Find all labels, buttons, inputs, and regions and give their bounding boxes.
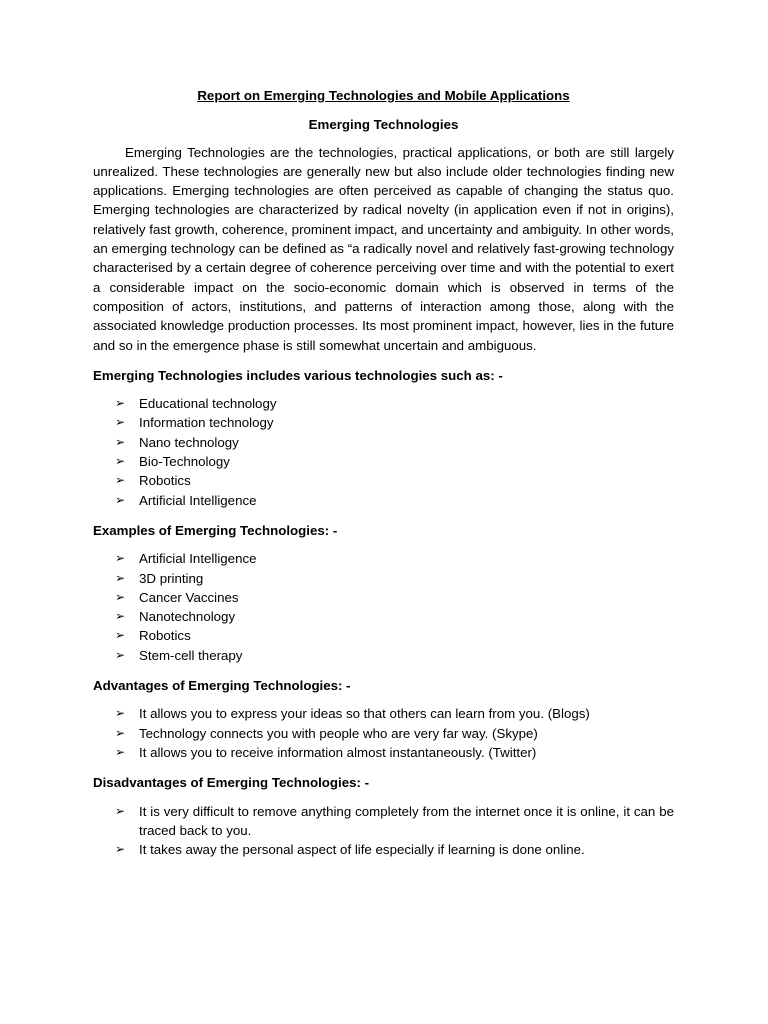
list-item [115, 394, 674, 413]
list-item [115, 626, 674, 645]
arrow-bullet-icon: ➢ [115, 628, 126, 643]
document-title: Report on Emerging Technologies and Mobile Applications [197, 88, 570, 103]
list-item-text: Cancer Vaccines [139, 589, 239, 605]
list-item-text: Artificial Intelligence [139, 551, 257, 567]
arrow-bullet-icon: ➢ [115, 454, 126, 469]
section-title: Emerging Technologies [308, 117, 459, 133]
list-item [115, 743, 674, 762]
intro-paragraph: Emerging Technologies are the technologies, practical applications, or both are still largely unrealized. These technologies are generally new but also include older technologies finding new applications. Emerging technologies are often perceived as capable of changing the status quo. Emerging technologies are characterized by radical novelty (in application even if not in origins), relatively fast growth, coherence, prominent impact, and uncertainty and ambiguity. In other words, an emerging technology can be defined as “a radically novel and relatively fast-growing technology characterised by a certain degree of coherence perceiving over time and with the potential to exert a considerable impact on the socio-economic domain which is observed in terms of the composition of actors, institutions, and patterns of interaction among those, along with the associated knowledge production processes. Its most prominent impact, however, lies in the future and so in the emergence phase is still somewhat uncertain and ambiguous. [93, 144, 674, 353]
list-item-text: It allows you to express your ideas so that others can learn from you. (Blogs) [139, 706, 590, 722]
list-item-text: Educational technology [139, 396, 277, 412]
list-item [115, 840, 674, 859]
arrow-bullet-icon: ➢ [115, 744, 126, 759]
arrow-bullet-icon: ➢ [115, 706, 126, 721]
arrow-bullet-icon: ➢ [115, 551, 126, 566]
list-item-text: Robotics [139, 628, 191, 644]
examples-list [93, 549, 674, 665]
list-item-text: 3D printing [139, 570, 204, 586]
list-item [115, 471, 674, 490]
document-page [93, 86, 674, 859]
arrow-bullet-icon: ➢ [115, 842, 126, 857]
list-item [115, 607, 674, 626]
arrow-bullet-icon: ➢ [115, 415, 126, 430]
list-item-text: Robotics [139, 473, 191, 489]
examples-heading: Examples of Emerging Technologies: - [93, 522, 338, 538]
list-item-text: Stem-cell therapy [139, 647, 243, 663]
list-item [115, 802, 674, 841]
list-item [115, 452, 674, 471]
arrow-bullet-icon: ➢ [115, 803, 126, 818]
list-item [115, 413, 674, 432]
list-item-text: Nano technology [139, 434, 239, 450]
list-item [115, 588, 674, 607]
advantages-list [93, 704, 674, 762]
arrow-bullet-icon: ➢ [115, 434, 126, 449]
list-item-text: It allows you to receive information almost instantaneously. (Twitter) [139, 744, 537, 760]
disadvantages-heading: Disadvantages of Emerging Technologies: - [93, 775, 370, 791]
list-item [115, 491, 674, 510]
list-item [115, 549, 674, 568]
list-item-text: It takes away the personal aspect of life especially if learning is done online. [139, 842, 585, 858]
arrow-bullet-icon: ➢ [115, 396, 126, 411]
includes-list [93, 394, 674, 510]
includes-heading: Emerging Technologies includes various technologies such as: - [93, 367, 503, 383]
arrow-bullet-icon: ➢ [115, 647, 126, 662]
list-item [115, 646, 674, 665]
arrow-bullet-icon: ➢ [115, 473, 126, 488]
list-item [115, 569, 674, 588]
list-item [115, 704, 674, 723]
arrow-bullet-icon: ➢ [115, 492, 126, 507]
list-item-text: Nanotechnology [139, 609, 236, 625]
list-item-text: Technology connects you with people who are very far way. (Skype) [139, 725, 538, 741]
arrow-bullet-icon: ➢ [115, 570, 126, 585]
list-item-text: Information technology [139, 415, 274, 431]
list-item-text: Artificial Intelligence [139, 492, 257, 508]
advantages-heading: Advantages of Emerging Technologies: - [93, 678, 351, 694]
list-item [115, 433, 674, 452]
arrow-bullet-icon: ➢ [115, 609, 126, 624]
list-item-text: It is very difficult to remove anything completely from the internet once it is online, it can be traced back to you. [139, 803, 674, 838]
arrow-bullet-icon: ➢ [115, 725, 126, 740]
arrow-bullet-icon: ➢ [115, 589, 126, 604]
list-item [115, 724, 674, 743]
list-item-text: Bio-Technology [139, 454, 230, 470]
disadvantages-list [93, 802, 674, 860]
